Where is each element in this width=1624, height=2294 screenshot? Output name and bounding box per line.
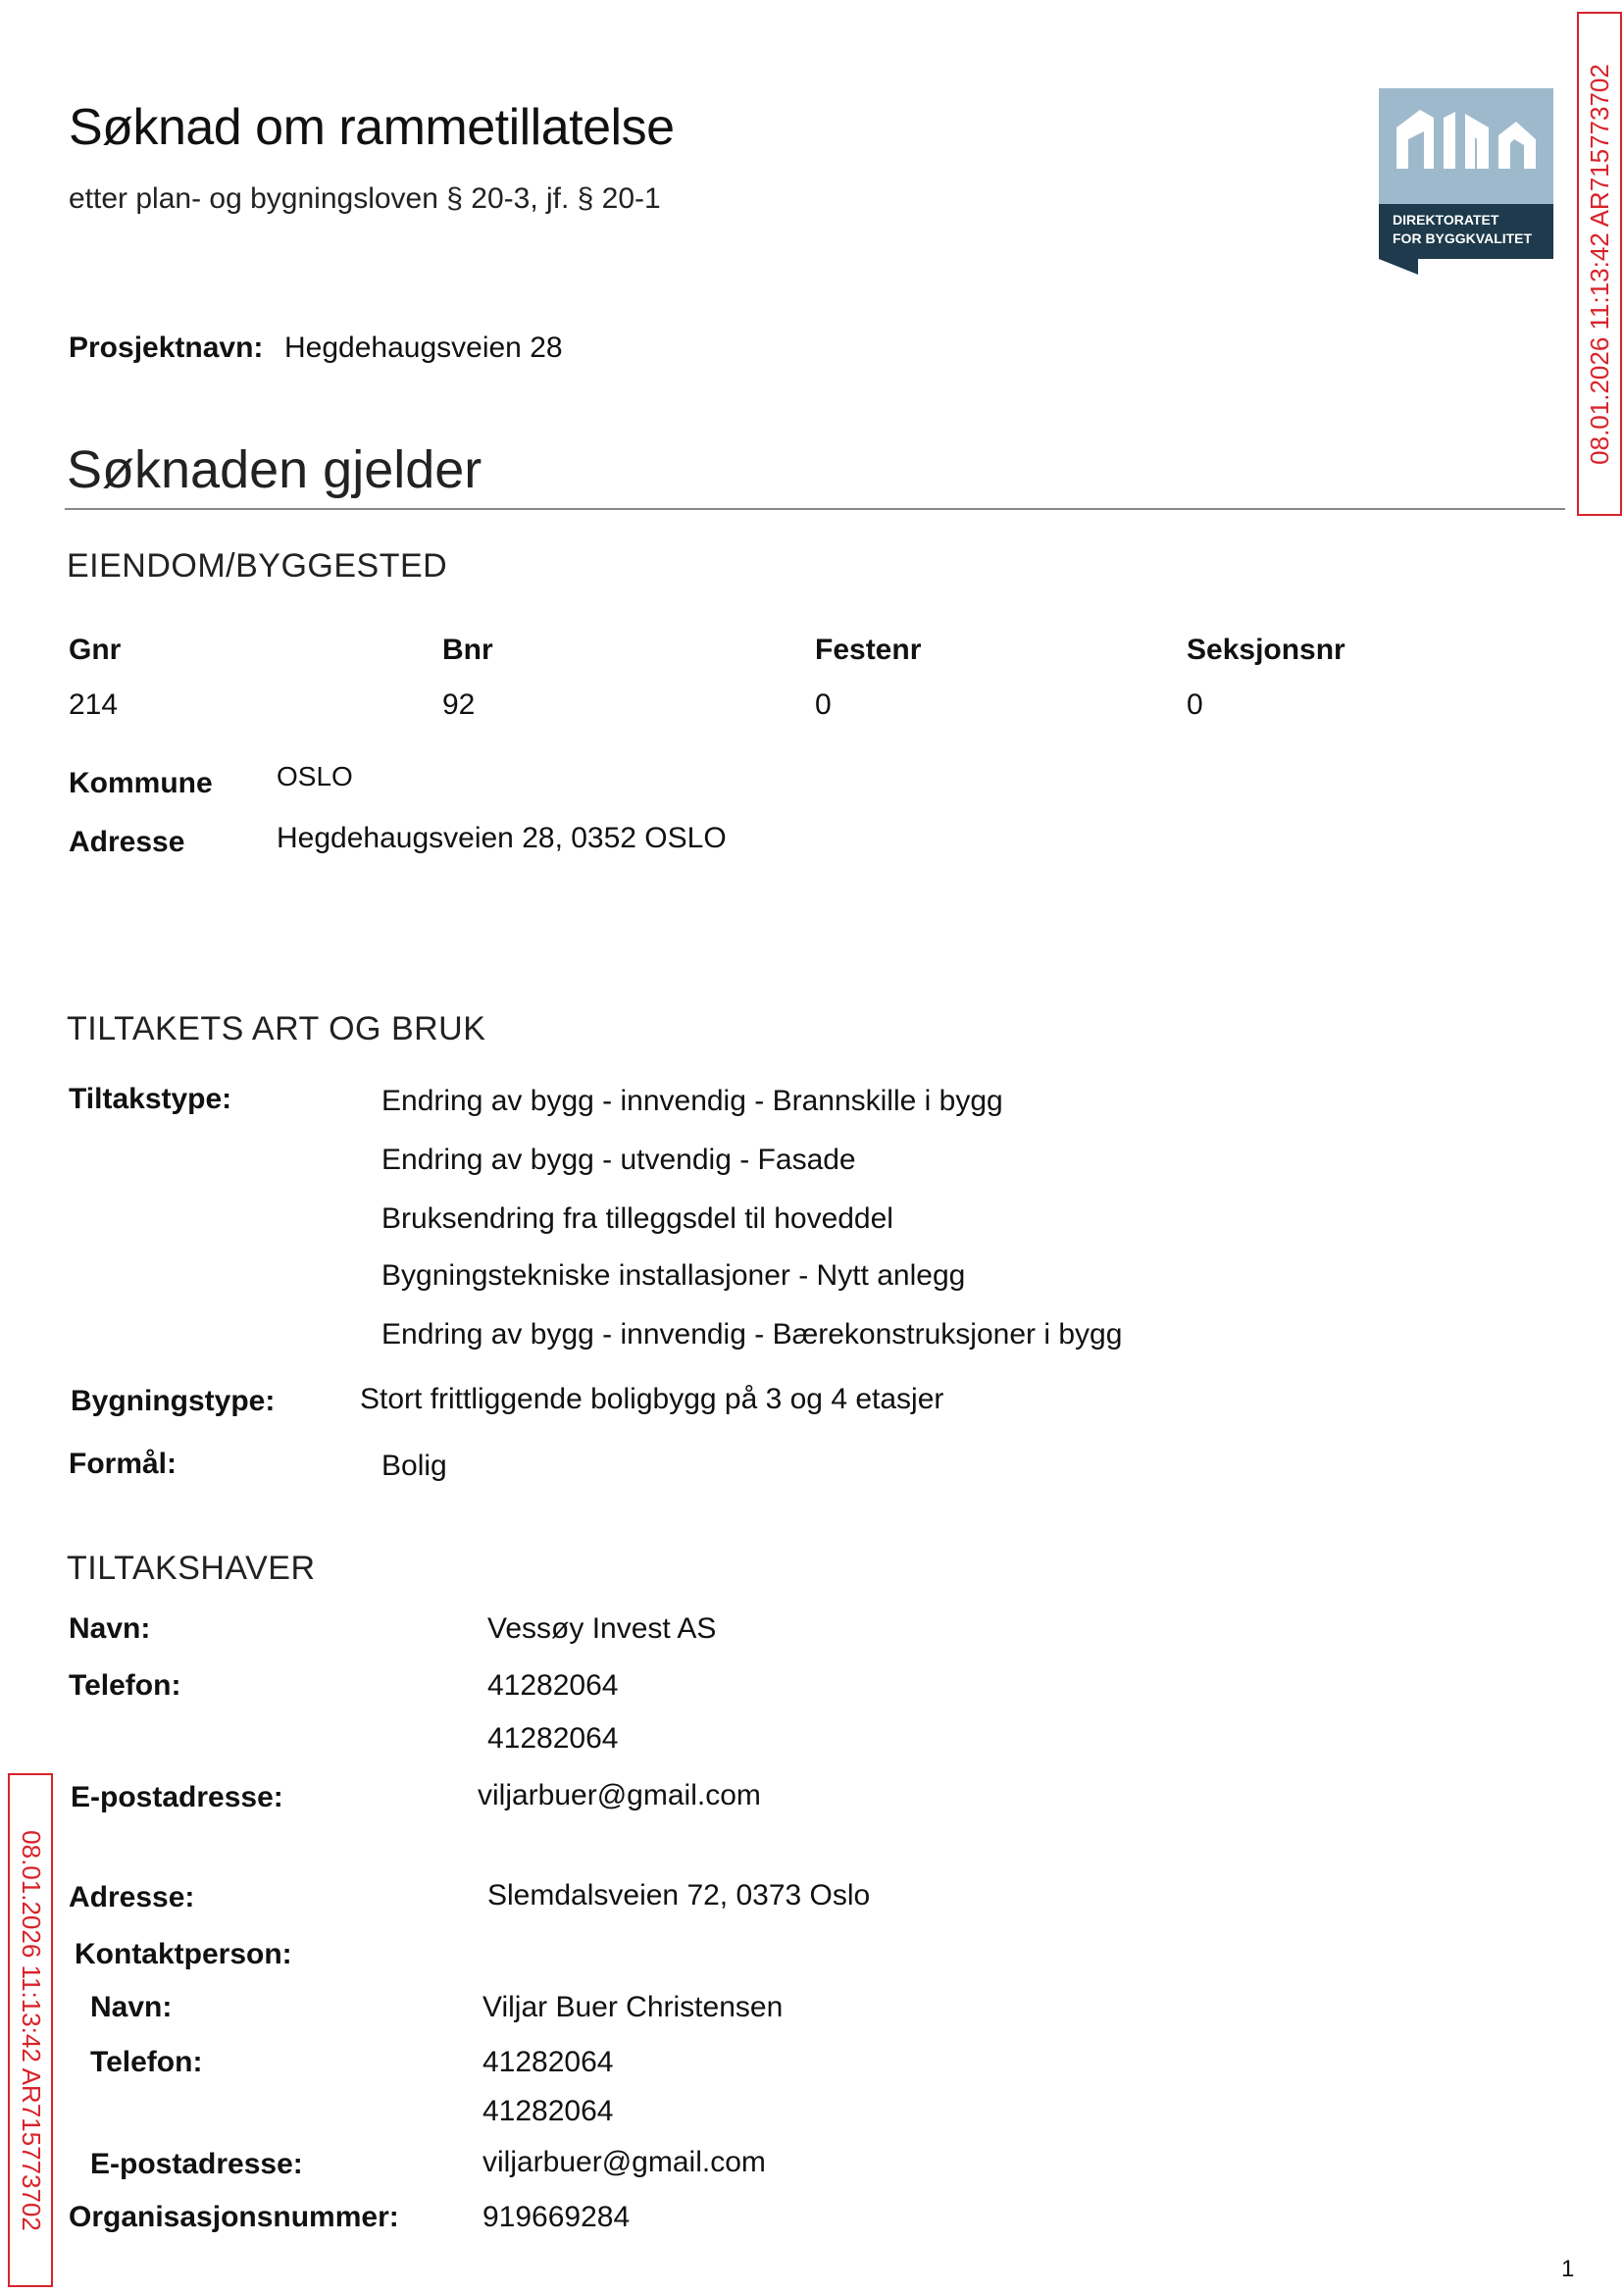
seksjonsnr-label: Seksjonsnr — [1187, 634, 1345, 666]
telefon-value: 41282064 — [487, 1669, 619, 1702]
section-title: Søknaden gjelder — [67, 440, 482, 499]
festenr-label: Festenr — [815, 634, 922, 666]
telefon-value-2: 41282064 — [487, 1722, 619, 1755]
timestamp-stamp-top — [1577, 12, 1622, 516]
adresse-label: Adresse — [69, 826, 185, 858]
seksjonsnr-value: 0 — [1187, 688, 1203, 721]
document-title: Søknad om rammetillatelse — [69, 99, 675, 156]
project-value: Hegdehaugsveien 28 — [284, 331, 563, 364]
kontakt-telefon-value-2: 41282064 — [482, 2095, 614, 2127]
tiltakshaver-heading: TILTAKSHAVER — [67, 1550, 316, 1587]
formal-label: Formål: — [69, 1448, 178, 1480]
page-number: 1 — [1561, 2256, 1575, 2282]
adresse-value: Hegdehaugsveien 28, 0352 OSLO — [277, 822, 727, 854]
festenr-value: 0 — [815, 688, 832, 721]
section-divider — [65, 508, 1565, 510]
bnr-label: Bnr — [442, 634, 493, 666]
kommune-value: OSLO — [277, 761, 353, 791]
tiltakstype-item: Endring av bygg - innvendig - Brannskille i bygg — [381, 1085, 1003, 1117]
formal-value: Bolig — [381, 1450, 447, 1482]
kontakt-epost-value: viljarbuer@gmail.com — [482, 2146, 766, 2178]
tiltakstype-label: Tiltakstype: — [69, 1083, 232, 1115]
kontakt-navn-value: Viljar Buer Christensen — [482, 1991, 784, 2023]
navn-label: Navn: — [69, 1612, 151, 1645]
logo-text-line2: FOR BYGGKVALITET — [1393, 230, 1533, 246]
kontakt-telefon-label: Telefon: — [90, 2046, 203, 2078]
adresse-label: Adresse: — [69, 1881, 195, 1913]
epost-value: viljarbuer@gmail.com — [478, 1779, 761, 1811]
telefon-label: Telefon: — [69, 1669, 181, 1702]
bnr-value: 92 — [442, 688, 476, 721]
tiltakstype-item: Endring av bygg - utvendig - Fasade — [381, 1144, 856, 1176]
document-subtitle: etter plan- og bygningsloven § 20-3, jf. § 20-1 — [69, 182, 661, 215]
dibk-logo — [1379, 88, 1553, 275]
navn-value: Vessøy Invest AS — [487, 1612, 717, 1645]
tiltak-heading: TILTAKETS ART OG BRUK — [67, 1010, 486, 1047]
bygningstype-value: Stort frittliggende boligbygg på 3 og 4 etasjer — [360, 1383, 944, 1415]
bygningstype-label: Bygningstype: — [71, 1385, 276, 1417]
adresse-value: Slemdalsveien 72, 0373 Oslo — [487, 1879, 871, 1912]
kontakt-epost-label: E-postadresse: — [90, 2148, 303, 2180]
kontakt-navn-label: Navn: — [90, 1991, 173, 2023]
tiltakstype-item: Bruksendring fra tilleggsdel til hoveddel — [381, 1202, 893, 1235]
kontaktperson-label: Kontaktperson: — [75, 1938, 292, 1970]
orgnr-value: 919669284 — [482, 2201, 631, 2233]
stamp-text-bottom: 08.01.2026 11:13:42 AR715773702 — [16, 1829, 46, 2231]
project-label: Prosjektnavn: — [69, 331, 264, 364]
epost-label: E-postadresse: — [71, 1781, 283, 1813]
logo-text-line1: DIREKTORATET — [1393, 212, 1499, 228]
tiltakstype-item: Bygningstekniske installasjoner - Nytt anlegg — [381, 1259, 966, 1292]
eiendom-heading: EIENDOM/BYGGESTED — [67, 547, 448, 585]
kommune-label: Kommune — [69, 767, 213, 799]
gnr-value: 214 — [69, 688, 119, 721]
orgnr-label: Organisasjonsnummer: — [69, 2201, 399, 2233]
tiltakstype-item: Endring av bygg - innvendig - Bærekonstruksjoner i bygg — [381, 1318, 1123, 1351]
kontakt-telefon-value: 41282064 — [482, 2046, 614, 2078]
gnr-label: Gnr — [69, 634, 122, 666]
timestamp-stamp-bottom — [8, 1773, 53, 2287]
stamp-text-top: 08.01.2026 11:13:42 AR715773702 — [1584, 63, 1614, 465]
